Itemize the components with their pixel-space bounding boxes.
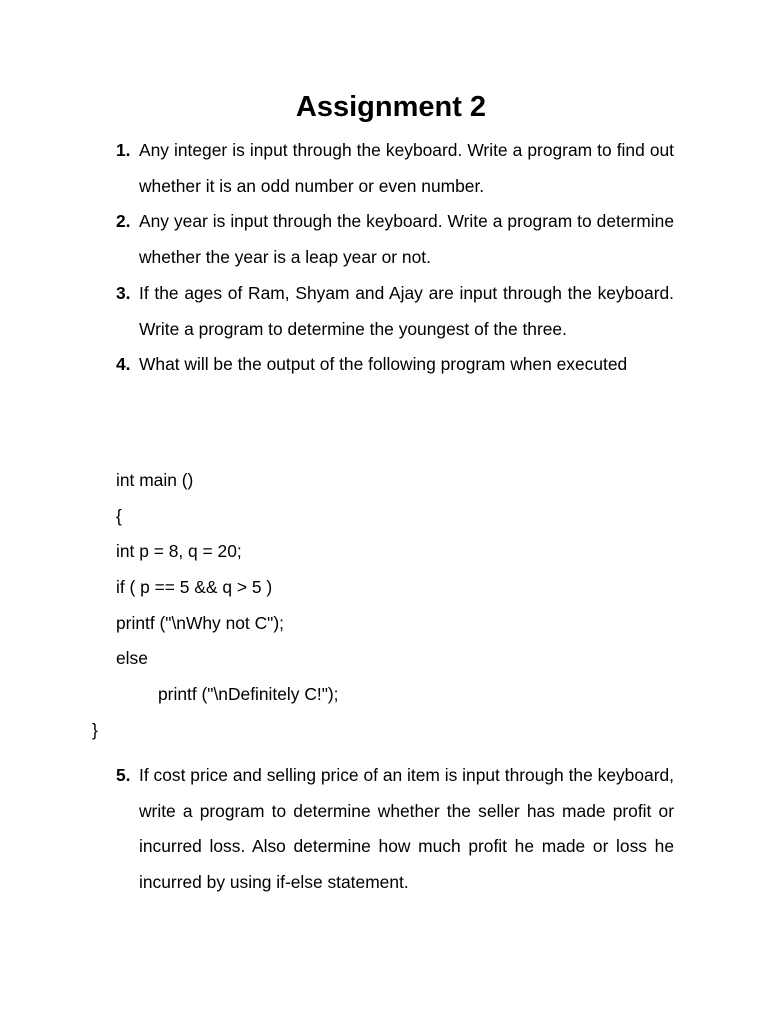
question-text: If the ages of Ram, Shyam and Ajay are input through the keyboard. Write a program to determine the youngest of the three. bbox=[139, 282, 674, 339]
code-line: else bbox=[116, 648, 148, 669]
code-block bbox=[116, 463, 676, 713]
question-text: If cost price and selling price of an item is input through the keyboard, write a program to determine whether the seller has made profit or incurred loss. Also determine how much profit he made or loss he incurred by using if-else statement. bbox=[139, 765, 674, 893]
question-list bbox=[116, 133, 674, 383]
question-text: Any integer is input through the keyboard. Write a program to find out whether it is an odd number or even number. bbox=[139, 140, 674, 196]
question-item bbox=[116, 133, 674, 204]
question-text: Any year is input through the keyboard. Write a program to determine whether the year is a leap year or not. bbox=[139, 211, 674, 268]
code-line: int p = 8, q = 20; bbox=[116, 541, 242, 562]
question-text: What will be the output of the following program when executed bbox=[139, 354, 628, 375]
question-list bbox=[116, 758, 674, 901]
code-line: printf ("\nDefinitely C!"); bbox=[158, 684, 339, 705]
question-number: 1. bbox=[116, 140, 131, 160]
question-number: 4. bbox=[116, 354, 131, 375]
code-line: if ( p == 5 && q > 5 ) bbox=[116, 577, 273, 598]
question-number: 3. bbox=[116, 282, 131, 303]
code-line: int main () bbox=[116, 470, 194, 490]
page-title: Assignment 2 bbox=[295, 91, 487, 123]
question-number: 5. bbox=[116, 765, 131, 785]
code-closing-brace: } bbox=[92, 720, 98, 740]
code-line: printf ("\nWhy not C"); bbox=[116, 612, 284, 633]
question-item bbox=[116, 276, 674, 347]
question-number: 2. bbox=[116, 211, 131, 232]
question-item bbox=[116, 204, 674, 275]
question-item bbox=[116, 347, 674, 383]
code-line: { bbox=[116, 505, 122, 526]
question-item bbox=[116, 758, 674, 901]
